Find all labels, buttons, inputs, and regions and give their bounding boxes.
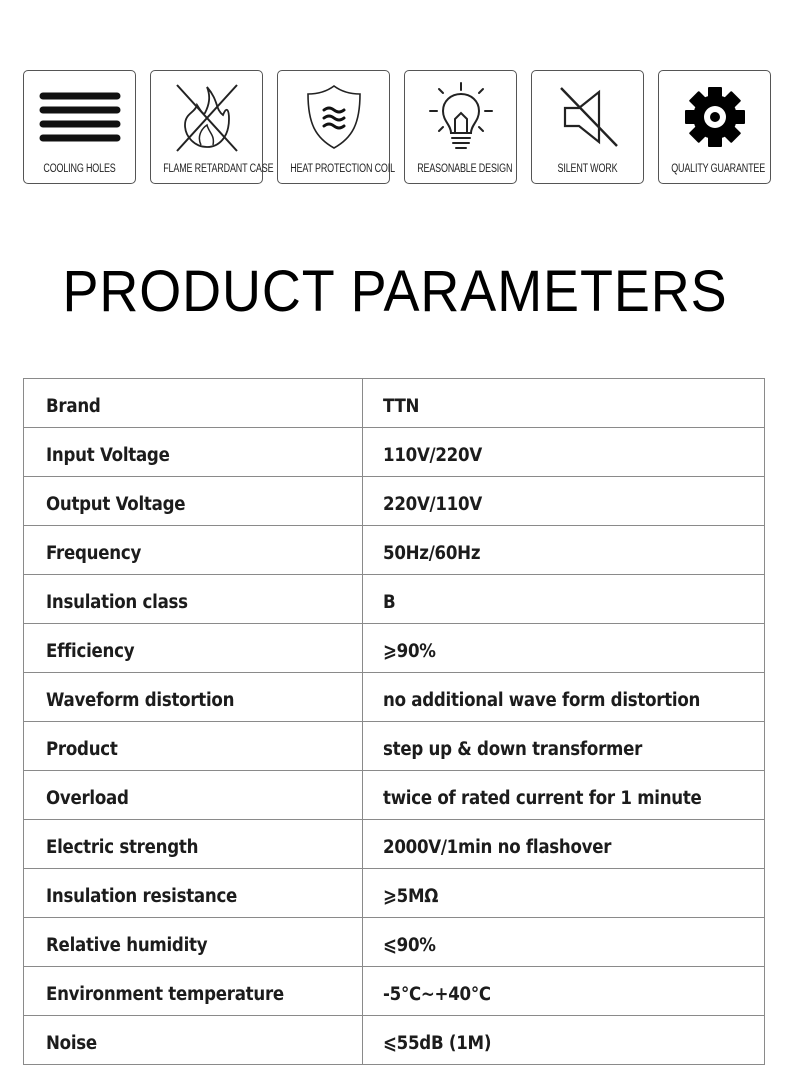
table-row [24,379,765,428]
param-name: Input Voltage [24,428,363,477]
param-name: Product [24,722,363,771]
param-value: ⩽55dB (1M) [363,1016,765,1065]
param-value: 110V/220V [363,428,765,477]
param-name: Insulation class [24,575,363,624]
table-row [24,918,765,967]
param-value: 220V/110V [363,477,765,526]
param-value: ⩾5MΩ [363,869,765,918]
feature-flame-retardant [150,70,274,184]
param-name: Waveform distortion [24,673,363,722]
param-name: Environment temperature [24,967,363,1016]
param-name: Relative humidity [24,918,363,967]
table-row [24,624,765,673]
param-name: Noise [24,1016,363,1065]
table-row [24,428,765,477]
param-name: Electric strength [24,820,363,869]
page-title: PRODUCT PARAMETERS [62,259,728,324]
param-value: 50Hz/60Hz [363,526,765,575]
feature-quality-guarantee [658,70,771,184]
param-value: no additional wave form distortion [363,673,765,722]
table-row [24,869,765,918]
feature-silent-work [531,70,644,184]
param-value: 2000V/1min no flashover [363,820,765,869]
table-row [24,526,765,575]
table-row [24,575,765,624]
feature-heat-protection [277,70,395,184]
table-row [24,673,765,722]
gear-icon [683,85,747,149]
param-value: B [363,575,765,624]
feature-cooling-holes [23,70,136,184]
feature-label: REASONABLE DESIGN [417,163,513,175]
param-value: step up & down transformer [363,722,765,771]
feature-icons-row [23,70,773,187]
param-value: ⩽90% [363,918,765,967]
param-name: Overload [24,771,363,820]
shield-waves-icon [302,82,366,152]
param-value: ⩾90% [363,624,765,673]
feature-label: FLAME RETARDANT CASE [163,163,274,175]
table-row [24,771,765,820]
feature-label: HEAT PROTECTION COIL [290,163,395,175]
feature-label: QUALITY GUARANTEE [671,163,766,175]
param-name: Insulation resistance [24,869,363,918]
param-name: Output Voltage [24,477,363,526]
table-row [24,477,765,526]
param-name: Efficiency [24,624,363,673]
param-name: Frequency [24,526,363,575]
table-row [24,722,765,771]
speaker-muted-icon [555,84,621,150]
param-name: Brand [24,379,363,428]
table-row [24,1016,765,1065]
feature-reasonable-design [404,70,517,184]
feature-label: SILENT WORK [557,163,618,175]
table-row [24,967,765,1016]
parameters-table [23,378,765,1065]
flame-crossed-icon [171,79,243,155]
feature-label: COOLING HOLES [43,163,116,175]
lightbulb-icon [427,81,495,153]
cooling-holes-icon [38,87,122,147]
param-value: -5℃~+40℃ [363,967,765,1016]
param-value: TTN [363,379,765,428]
param-value: twice of rated current for 1 minute [363,771,765,820]
table-row [24,820,765,869]
